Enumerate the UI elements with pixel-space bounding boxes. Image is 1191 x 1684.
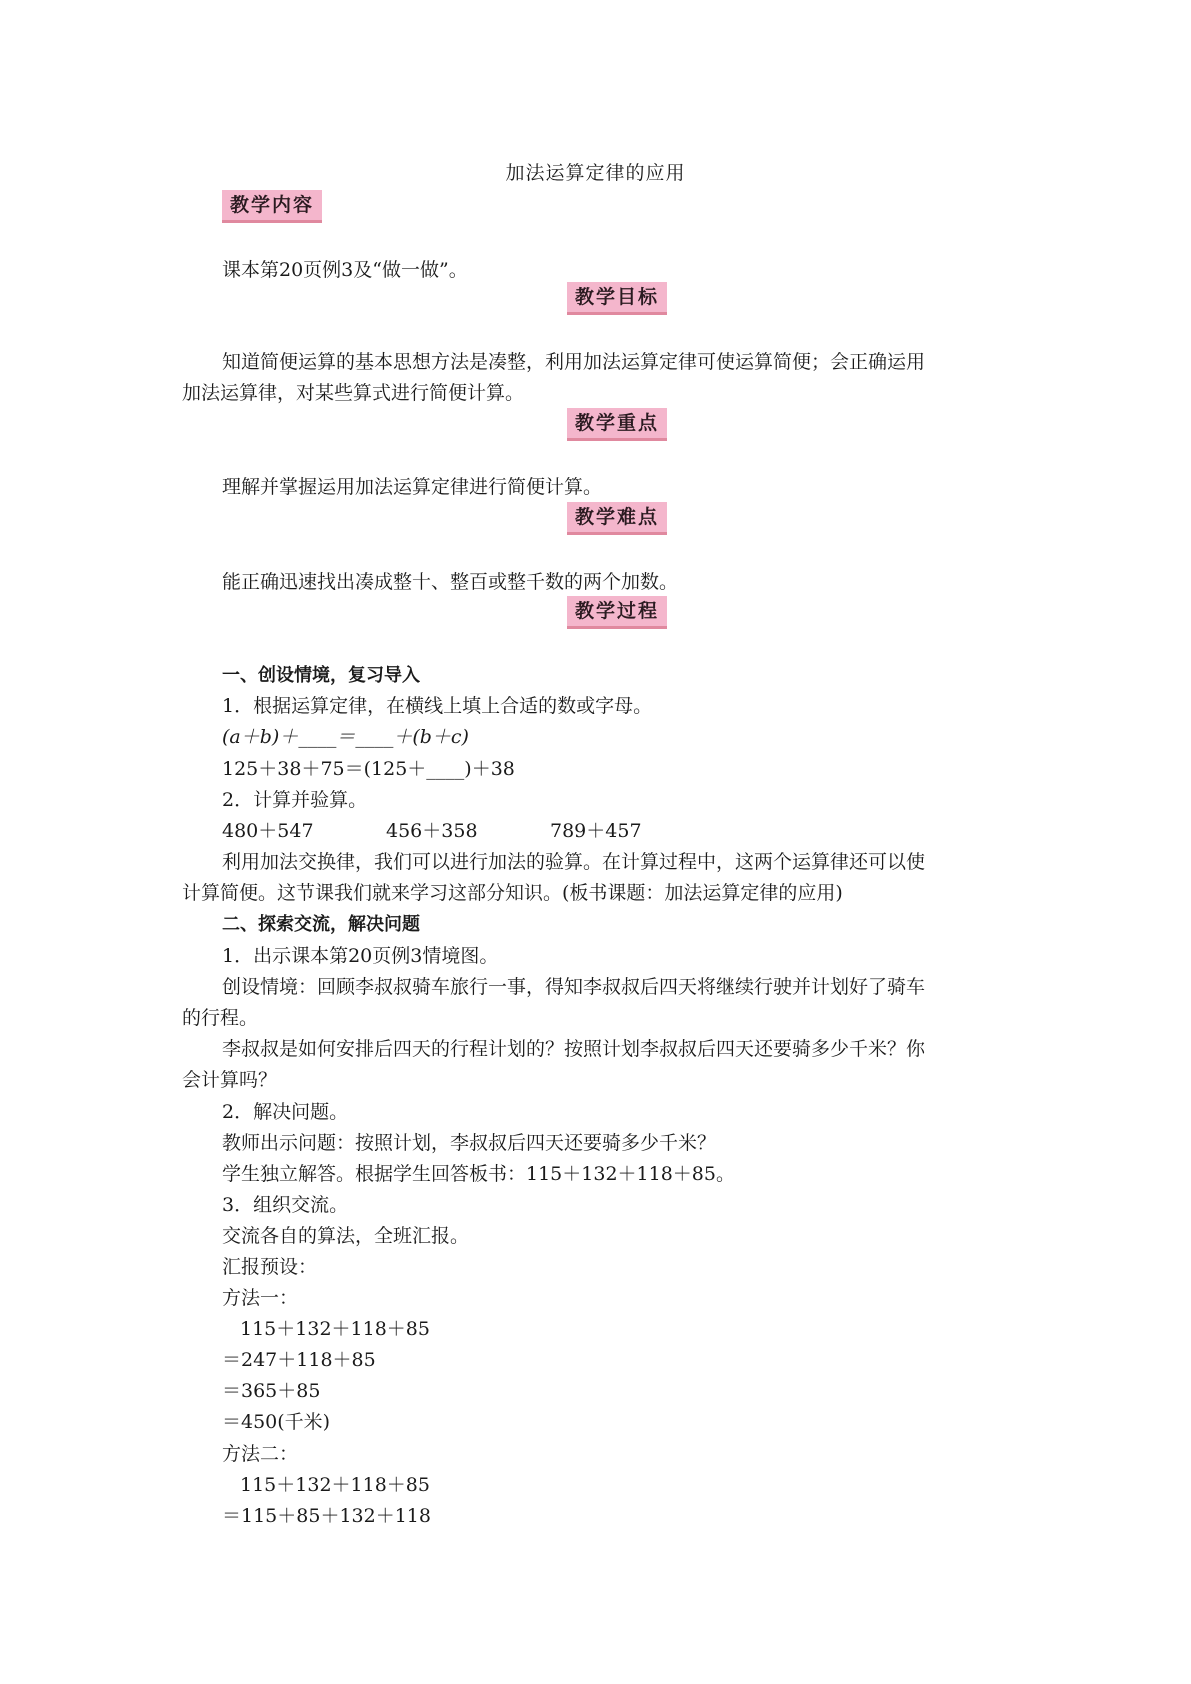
process-line: 交流各自的算法，全班汇报。 <box>222 1225 470 1247</box>
process-heading-2: 二、探索交流，解决问题 <box>222 914 420 935</box>
fill-blank-formula-1: (a＋b)＋____＝____＋(b＋c) <box>222 726 469 748</box>
method-label: 方法一： <box>222 1287 299 1309</box>
calculation-step: ＝365＋85 <box>222 1380 321 1402</box>
process-paragraph-line: 创设情境：回顾李叔叔骑车旅行一事，得知李叔叔后四天将继续行驶并计划好了骑车 <box>222 976 926 998</box>
fill-blank-formula-2: 125＋38＋75＝(125＋____)＋38 <box>222 758 515 780</box>
section-badge-process: 教学过程 <box>567 596 667 629</box>
process-line: 汇报预设： <box>222 1256 318 1278</box>
section-badge-key: 教学重点 <box>567 408 667 441</box>
process-line: 学生独立解答。根据学生回答板书：115＋132＋118＋85。 <box>222 1163 735 1185</box>
goal-text-line-2: 加法运算律，对某些算式进行简便计算。 <box>182 382 525 404</box>
process-paragraph-line: 李叔叔是如何安排后四天的行程计划的？按照计划李叔叔后四天还要骑多少千米？你 <box>222 1038 926 1060</box>
process-paragraph-line: 的行程。 <box>182 1007 259 1029</box>
content-text: 课本第20页例3及“做一做”。 <box>222 259 468 281</box>
process-paragraph-line: 利用加法交换律，我们可以进行加法的验算。在计算过程中，这两个运算律还可以使 <box>222 851 926 873</box>
process-line: 3．组织交流。 <box>222 1194 349 1216</box>
process-line: 1．出示课本第20页例3情境图。 <box>222 945 499 967</box>
process-line: 2．计算并验算。 <box>222 789 368 811</box>
section-badge-goal: 教学目标 <box>567 282 667 315</box>
goal-text-line-1: 知道简便运算的基本思想方法是凑整，利用加法运算定律可使运算简便；会正确运用 <box>222 351 926 373</box>
calculation-step: ＝247＋118＋85 <box>222 1349 376 1371</box>
calculation-step: ＝450(千米) <box>222 1411 331 1433</box>
section-badge-difficulty: 教学难点 <box>567 502 667 535</box>
method-label: 方法二： <box>222 1443 299 1465</box>
calculation-step: 115＋132＋118＋85 <box>240 1318 430 1340</box>
process-paragraph-line: 计算简便。这节课我们就来学习这部分知识。(板书课题：加法运算定律的应用) <box>182 882 843 904</box>
section-badge-content: 教学内容 <box>222 190 322 223</box>
process-paragraph-line: 会计算吗？ <box>182 1069 278 1091</box>
process-line: 1．根据运算定律，在横线上填上合适的数或字母。 <box>222 695 653 717</box>
process-heading-1: 一、创设情境，复习导入 <box>222 665 420 686</box>
difficulty-text: 能正确迅速找出凑成整十、整百或整千数的两个加数。 <box>222 571 679 593</box>
key-text: 理解并掌握运用加法运算定律进行简便计算。 <box>222 476 603 498</box>
calculation-step: 115＋132＋118＋85 <box>240 1474 430 1496</box>
calculation-step: ＝115＋85＋132＋118 <box>222 1505 431 1527</box>
practice-expressions: 480＋547 456＋358 789＋457 <box>222 820 642 842</box>
process-line: 教师出示问题：按照计划，李叔叔后四天还要骑多少千米？ <box>222 1132 717 1154</box>
document-title: 加法运算定律的应用 <box>505 162 686 184</box>
process-line: 2．解决问题。 <box>222 1101 349 1123</box>
